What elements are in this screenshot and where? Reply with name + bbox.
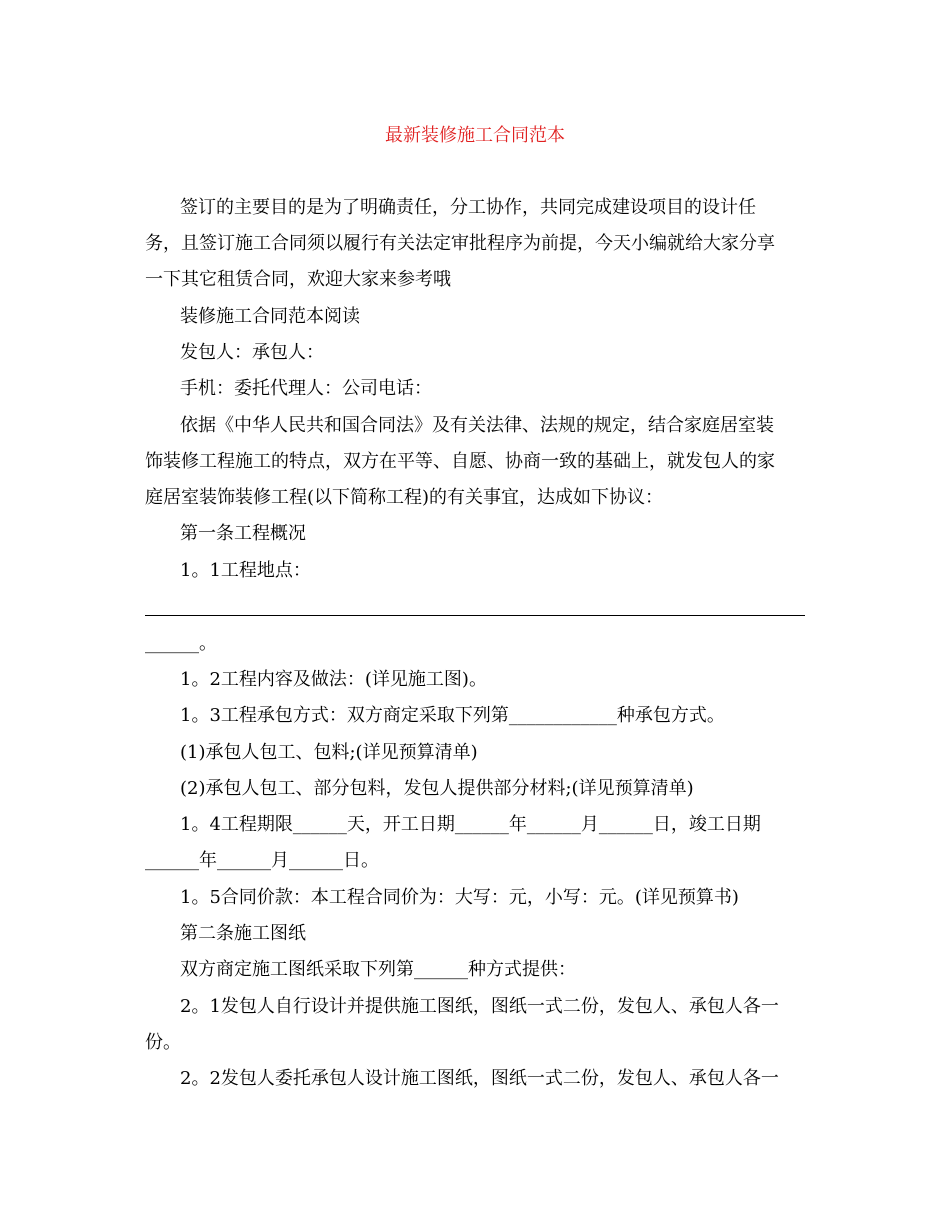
fill-in-rule [145,615,805,616]
paragraph-line: 庭居室装饰装修工程(以下简称工程)的有关事宜，达成如下协议： [145,487,664,508]
paragraph-line: 1。5合同价款：本工程合同价为：大写：元，小写：元。(详见预算书) [180,887,739,908]
paragraph-line: 1。4工程期限______天，开工日期______年______月______日，竣工日期 [180,814,761,835]
paragraph-line: 手机：委托代理人：公司电话： [180,378,432,399]
paragraph-line: 饰装修工程施工的特点，双方在平等、自愿、协商一致的基础上，就发包人的家 [145,451,775,472]
paragraph-line: 签订的主要目的是为了明确责任，分工协作，共同完成建设项目的设计任 [180,197,756,218]
paragraph-line: 一下其它租赁合同，欢迎大家来参考哦 [145,269,451,290]
paragraph-line: ______。 [145,633,217,654]
paragraph-line: (2)承包人包工、部分包料，发包人提供部分材料;(详见预算清单) [180,778,694,799]
paragraph-line: 份。 [145,1032,181,1053]
paragraph-line: 2。2发包人委托承包人设计施工图纸，图纸一式二份，发包人、承包人各一 [180,1068,779,1089]
paragraph-line: 双方商定施工图纸采取下列第______种方式提供： [180,959,576,980]
section-heading: 第二条施工图纸 [180,923,306,944]
section-heading: 第一条工程概况 [180,523,306,544]
paragraph-line: 1。2工程内容及做法：(详见施工图)。 [180,669,487,690]
paragraph-line: 务，且签订施工合同须以履行有关法定审批程序为前提，今天小编就给大家分享 [145,233,775,254]
paragraph-line: (1)承包人包工、包料;(详见预算清单) [180,742,478,763]
paragraph-line: 发包人：承包人： [180,342,324,363]
paragraph-line: ______年______月______日。 [145,850,379,871]
document-title: 最新装修施工合同范本 [385,125,565,146]
paragraph-line: 装修施工合同范本阅读 [180,306,360,327]
paragraph-line: 1。3工程承包方式：双方商定采取下列第____________种承包方式。 [180,705,725,726]
paragraph-line: 2。1发包人自行设计并提供施工图纸，图纸一式二份，发包人、承包人各一 [180,996,779,1017]
paragraph-line: 1。1工程地点： [180,560,311,581]
paragraph-line: 依据《中华人民共和国合同法》及有关法律、法规的规定，结合家庭居室装 [180,415,774,436]
